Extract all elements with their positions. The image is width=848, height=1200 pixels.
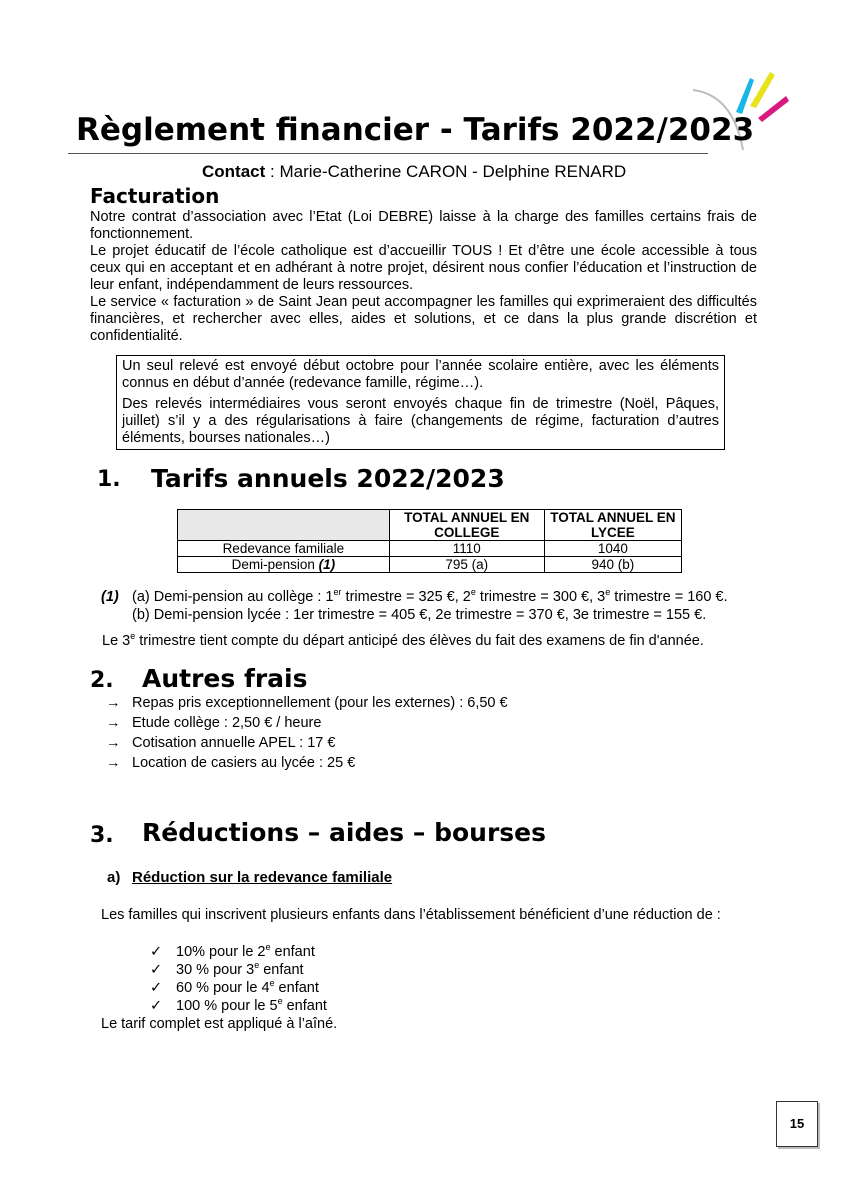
reduction-list: [150, 943, 327, 1015]
tarifs-table: [177, 509, 682, 573]
title-underline: [68, 153, 708, 154]
section-2-number: 2.: [90, 668, 114, 693]
contact-line: Contact : Marie-Catherine CARON - Delphine RENARD: [202, 162, 627, 181]
page-number: 15: [789, 1116, 805, 1131]
table-header-row: [178, 510, 682, 541]
facturation-text: [90, 209, 757, 345]
facturation-paragraph: Le projet éducatif de l’école catholique est d’accueillir TOUS ! Et d’être une école accessible à tous ceux qui en acceptant et en adhérant à notre projet, désirent nous confier l’éducation et l’instruction de leur enfant, indépendamment de leurs ressources.: [90, 243, 757, 293]
check-icon: ✓: [150, 944, 163, 960]
reduction-footer: Le tarif complet est appliqué à l’aîné.: [101, 1016, 338, 1032]
billing-info-box: [116, 355, 725, 450]
row-label: Demi-pension (1): [178, 557, 390, 573]
section-2-title: Autres frais: [142, 664, 308, 693]
list-item: → Location de casiers au lycée : 25 €: [106, 755, 356, 771]
row-note-marker: (1): [318, 557, 336, 572]
lycee-value: 940 (b): [544, 557, 681, 573]
billing-info-paragraph: Un seul relevé est envoyé début octobre pour l’année scolaire entière, avec les éléments connus en début d’année (redevance famille, régime…).: [122, 358, 719, 391]
list-item: → Etude collège : 2,50 € / heure: [106, 715, 322, 731]
list-item: → Cotisation annuelle APEL : 17 €: [106, 735, 336, 751]
contact-label: Contact: [202, 162, 266, 181]
page-title: Règlement financier - Tarifs 2022/2023: [76, 112, 755, 148]
footnote-marker: (1): [101, 589, 119, 605]
arrow-icon: →: [106, 715, 121, 731]
table-row: [178, 541, 682, 557]
contact-names: Marie-Catherine CARON - Delphine RENARD: [279, 162, 627, 181]
subsection-a-title: Réduction sur la redevance familiale: [132, 869, 393, 886]
arrow-icon: →: [106, 755, 121, 771]
college-value: 1110: [389, 541, 544, 557]
arrow-icon: →: [106, 695, 121, 711]
list-item: → Repas pris exceptionnellement (pour les externes) : 6,50 €: [106, 695, 508, 711]
table-header-lycee: TOTAL ANNUEL EN LYCEE: [544, 510, 681, 541]
list-item: ✓ 100 % pour le 5e enfant: [150, 996, 327, 1014]
table-row: [178, 557, 682, 573]
subsection-a-label: a): [107, 869, 121, 886]
list-item: ✓ 30 % pour 3e enfant: [150, 960, 304, 978]
facturation-heading: Facturation: [90, 184, 220, 208]
reduction-intro: Les familles qui inscrivent plusieurs enfants dans l’établissement bénéficient d’une réduction de :: [101, 907, 721, 923]
lycee-value: 1040: [544, 541, 681, 557]
section-3-title: Réductions – aides – bourses: [142, 818, 546, 847]
table-header-college: TOTAL ANNUEL EN COLLEGE: [389, 510, 544, 541]
footnote-b: (b) Demi-pension lycée : 1er trimestre = 405 €, 2e trimestre = 370 €, 3e trimestre = 155 €.: [132, 607, 707, 623]
section-3-number: 3.: [90, 823, 114, 848]
footnote-a: (a) Demi-pension au collège : 1er trimestre = 325 €, 2e trimestre = 300 €, 3e trimestre = 160 €.: [132, 587, 728, 605]
section-1-number: 1.: [97, 467, 121, 492]
facturation-paragraph: Notre contrat d’association avec l’Etat (Loi DEBRE) laisse à la charge des familles certains frais de fonctionnement.: [90, 209, 757, 242]
check-icon: ✓: [150, 962, 163, 978]
college-value: 795 (a): [389, 557, 544, 573]
section-1-title: Tarifs annuels 2022/2023: [151, 464, 505, 493]
check-icon: ✓: [150, 980, 163, 996]
other-fees-list: [106, 694, 508, 774]
billing-info-paragraph: Des relevés intermédiaires vous seront envoyés chaque fin de trimestre (Noël, Pâques, juillet) s’il y a des régularisations à faire (changements de régime, facturation d’autres éléments, bourses nationales…): [122, 396, 719, 446]
arrow-icon: →: [106, 735, 121, 751]
trimestre-note: Le 3e trimestre tient compte du départ anticipé des élèves du fait des examens de fin d'année.: [102, 631, 704, 649]
list-item: ✓ 60 % pour le 4e enfant: [150, 978, 319, 996]
facturation-paragraph: Le service « facturation » de Saint Jean peut accompagner les familles qui exprimeraient des difficultés financières, et rechercher avec elles, aides et solutions, et ce dans la plus grande discrétion et confidentialité.: [90, 294, 757, 344]
row-label: Redevance familiale: [178, 541, 390, 557]
check-icon: ✓: [150, 998, 163, 1014]
table-header-empty-cell: [178, 510, 390, 541]
list-item: ✓ 10% pour le 2e enfant: [150, 942, 315, 960]
